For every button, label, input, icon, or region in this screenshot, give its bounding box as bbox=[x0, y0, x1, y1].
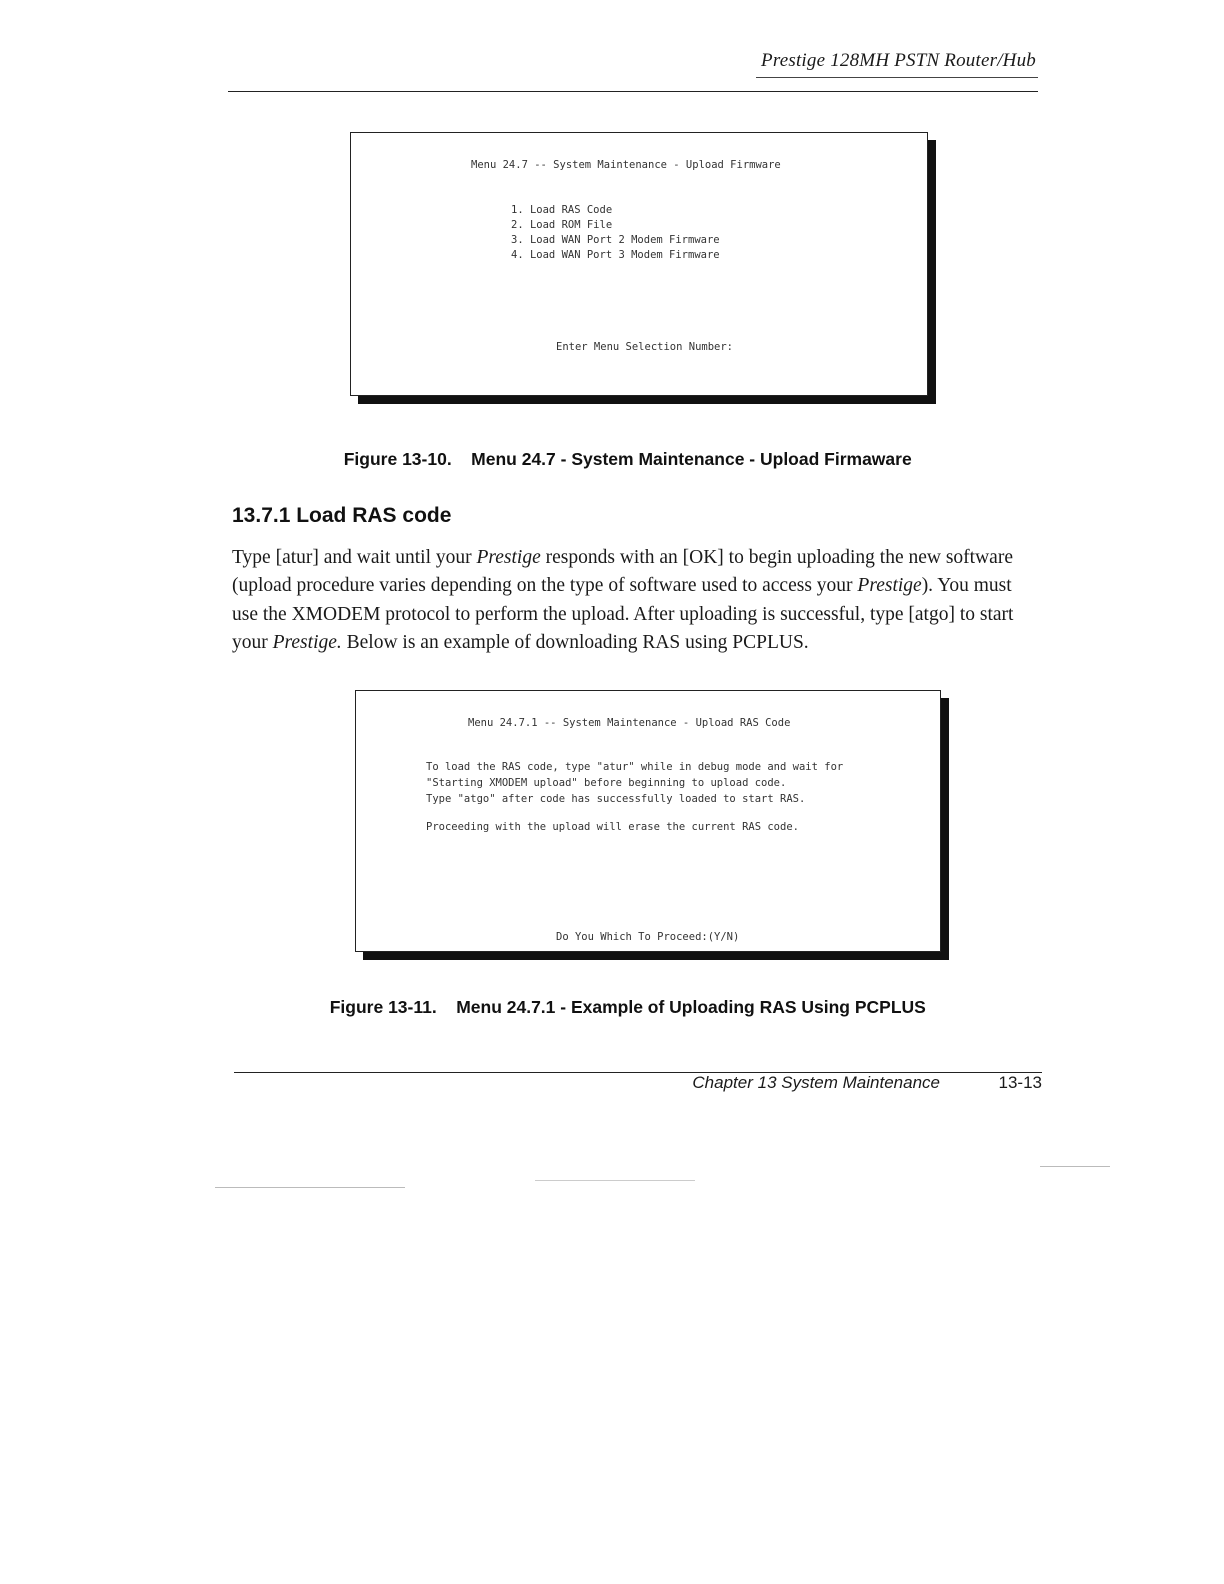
caption-text: Menu 24.7 - System Maintenance - Upload Firmaware bbox=[471, 449, 912, 469]
proceed-prompt: Do You Which To Proceed:(Y/N) bbox=[556, 931, 740, 943]
menu-item-load-wan-port-2: 3. Load WAN Port 2 Modem Firmware bbox=[511, 234, 720, 246]
scan-artifact bbox=[215, 1187, 405, 1188]
paragraph-text: ). You must use the XMODEM protocol to perform the upload. After uploading is successful, type [atgo] to start your bbox=[232, 575, 1014, 654]
caption-number: Figure 13-11. bbox=[329, 997, 437, 1017]
paragraph-text: responds with an [OK] to begin uploading the new software (upload procedure varies depending on the type of software used to access your bbox=[232, 547, 1013, 597]
figure-caption-13-10 bbox=[334, 428, 912, 470]
caption-text: Menu 24.7.1 - Example of Uploading RAS Using PCPLUS bbox=[456, 997, 926, 1017]
paragraph-text: Below is an example of downloading RAS using PCPLUS. bbox=[341, 632, 809, 654]
product-name: Prestige bbox=[476, 547, 541, 568]
scan-artifact bbox=[1040, 1166, 1110, 1167]
menu-item-load-wan-port-3: 4. Load WAN Port 3 Modem Firmware bbox=[511, 249, 720, 261]
screen-title: Menu 24.7 -- System Maintenance - Upload Firmware bbox=[471, 159, 781, 171]
paragraph-text: Type [atur] and wait until your bbox=[232, 547, 477, 568]
menu-item-load-rom-file: 2. Load ROM File bbox=[511, 219, 613, 231]
footer-chapter: Chapter 13 System Maintenance bbox=[692, 1073, 940, 1092]
instruction-line-3: Type "atgo" after code has successfully loaded to start RAS. bbox=[426, 793, 806, 805]
header-underline bbox=[756, 77, 1038, 78]
terminal-screen-upload-ras-code bbox=[355, 690, 941, 952]
warning-line: Proceeding with the upload will erase the current RAS code. bbox=[426, 821, 799, 833]
body-paragraph bbox=[232, 544, 1022, 658]
terminal-screen-upload-firmware bbox=[350, 132, 928, 396]
header-rule bbox=[228, 91, 1038, 92]
section-heading: 13.7.1 Load RAS code bbox=[232, 504, 452, 527]
product-name: Prestige. bbox=[272, 632, 342, 654]
product-name: Prestige bbox=[857, 575, 922, 597]
page-number: 13-13 bbox=[998, 1073, 1042, 1092]
screen-title: Menu 24.7.1 -- System Maintenance - Upload RAS Code bbox=[468, 717, 791, 729]
menu-selection-prompt: Enter Menu Selection Number: bbox=[556, 341, 734, 353]
scan-artifact bbox=[535, 1180, 695, 1181]
figure-caption-13-11 bbox=[320, 976, 926, 1018]
instruction-line-2: "Starting XMODEM upload" before beginning to upload code. bbox=[426, 777, 787, 789]
running-header: Prestige 128MH PSTN Router/Hub bbox=[761, 50, 1036, 71]
menu-item-load-ras-code: 1. Load RAS Code bbox=[511, 204, 613, 216]
instruction-line-1: To load the RAS code, type "atur" while in debug mode and wait for bbox=[426, 761, 844, 773]
caption-number: Figure 13-10. bbox=[343, 449, 452, 469]
